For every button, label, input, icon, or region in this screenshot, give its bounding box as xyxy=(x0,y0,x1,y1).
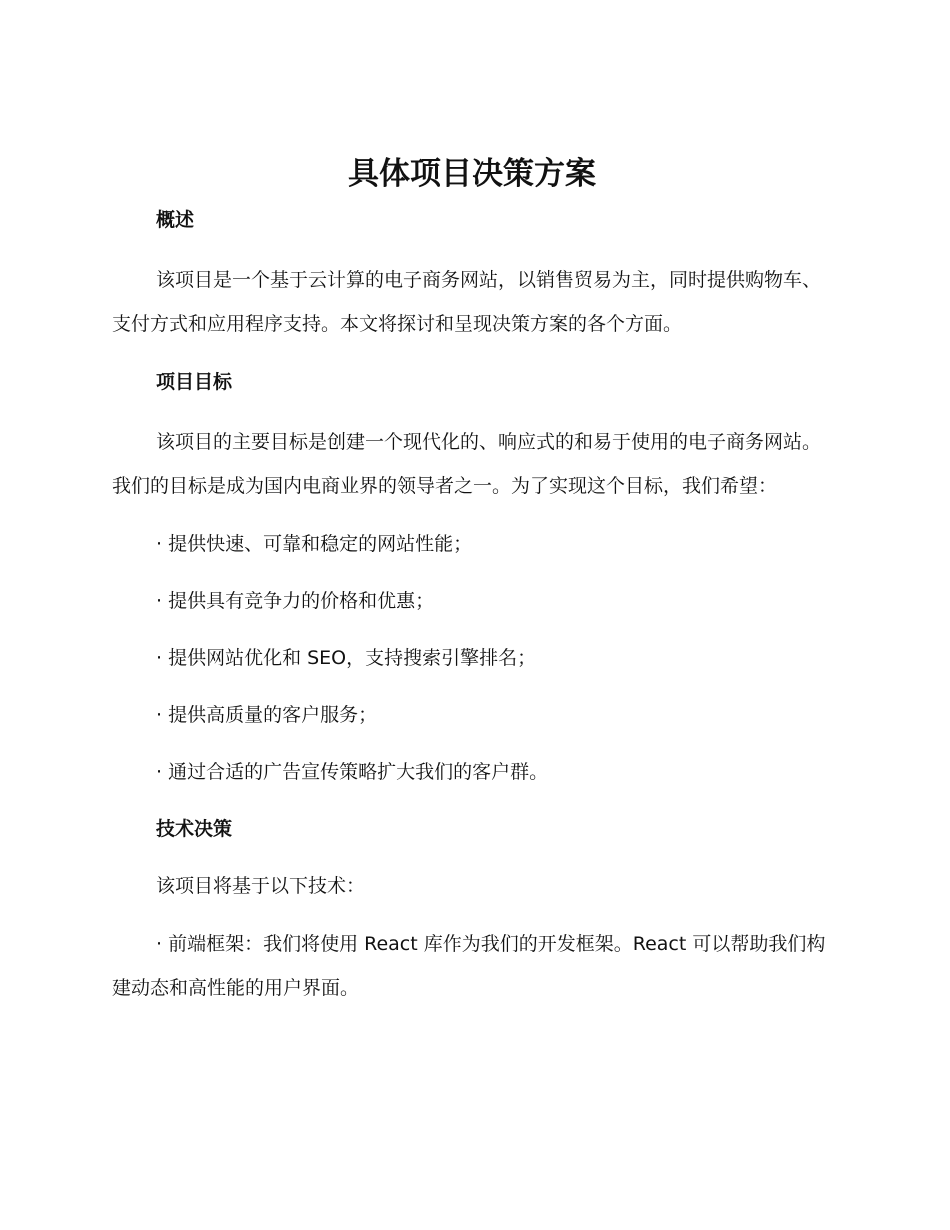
goals-bullet-4: · 提供高质量的客户服务； xyxy=(156,704,378,726)
section-heading-overview: 概述 xyxy=(156,209,195,231)
document-content xyxy=(112,150,832,1010)
section-heading-goals: 项目目标 xyxy=(156,371,233,393)
goals-paragraph: 该项目的主要目标是创建一个现代化的、响应式的和易于使用的电子商务网站。我们的目标是成为国内电商业界的领导者之一。为了实现这个目标，我们希望： xyxy=(112,431,822,497)
goals-bullet-1: · 提供快速、可靠和稳定的网站性能； xyxy=(156,533,473,555)
goals-bullet-3: · 提供网站优化和 SEO，支持搜索引擎排名； xyxy=(156,647,537,669)
goals-bullet-5: · 通过合适的广告宣传策略扩大我们的客户群。 xyxy=(156,761,549,783)
section-heading-tech: 技术决策 xyxy=(156,818,233,840)
document-title: 具体项目决策方案 xyxy=(348,156,596,192)
overview-paragraph: 该项目是一个基于云计算的电子商务网站，以销售贸易为主，同时提供购物车、支付方式和应用程序支持。本文将探讨和呈现决策方案的各个方面。 xyxy=(112,269,822,335)
goals-bullet-2: · 提供具有竞争力的价格和优惠； xyxy=(156,590,435,612)
tech-item-frontend: · 前端框架：我们将使用 React 库作为我们的开发框架。React 可以帮助我们构建动态和高性能的用户界面。 xyxy=(112,933,826,999)
tech-intro: 该项目将基于以下技术： xyxy=(156,875,366,897)
